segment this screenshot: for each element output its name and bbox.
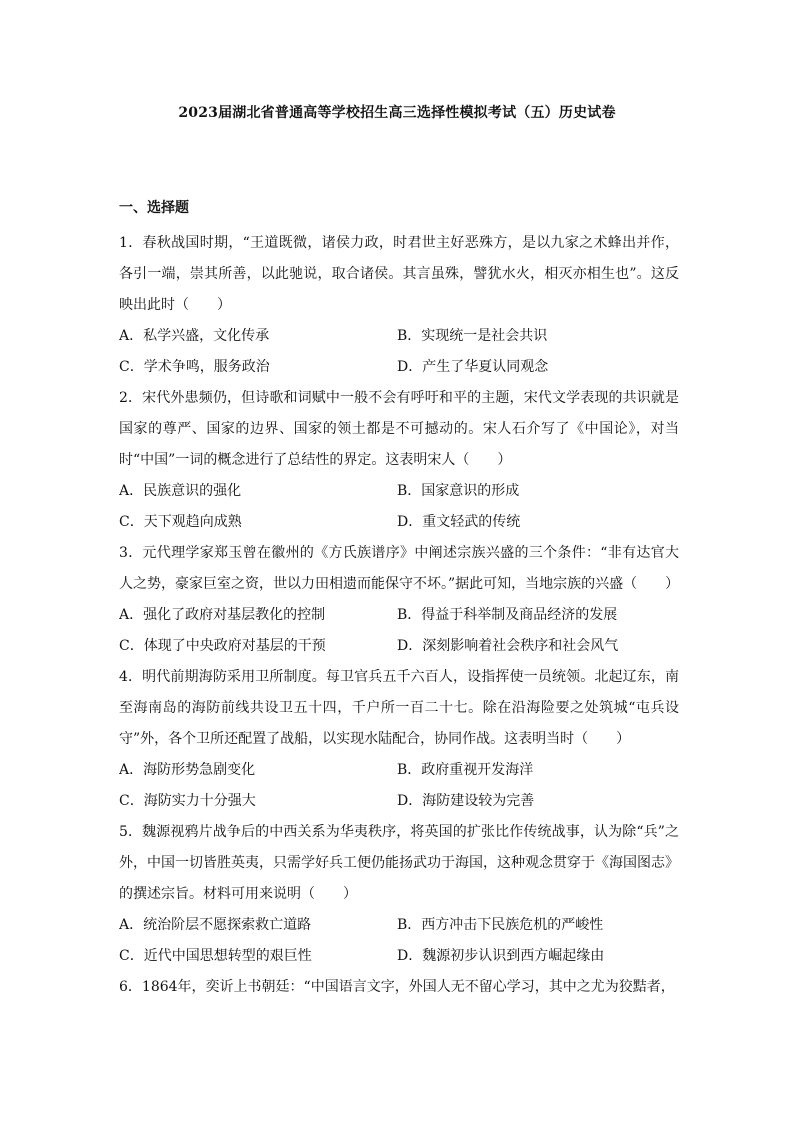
option-a: A．私学兴盛，文化传承: [119, 328, 270, 344]
option-a: A．强化了政府对基层教化的控制: [119, 607, 326, 623]
option-b: B．实现统一是社会共识: [397, 328, 548, 344]
option-c: C．近代中国思想转型的艰巨性: [119, 948, 312, 964]
question-stem: 1．春秋战国时期，“王道既微，诸侯力政，时君世主好恶殊方，是以九家之术蜂出并作，各引一端，崇其所善，以此驰说，取合诸侯。其言虽殊，譬犹水火，相灭亦相生也”。这反映出此时（ ）: [119, 235, 679, 313]
question-3: [119, 538, 679, 662]
option-d: D．海防建设较为完善: [397, 793, 535, 809]
option-d: D．深刻影响着社会秩序和社会风气: [397, 638, 619, 654]
option-a: A．统治阶层不愿探索救亡道路: [119, 917, 312, 933]
option-list: [119, 755, 679, 817]
option-d: D．产生了华夏认同观念: [397, 359, 549, 375]
option-d: D．重文轻武的传统: [397, 514, 521, 530]
page-title: 2023届湖北省普通高等学校招生高三选择性模拟考试（五）历史试卷: [178, 105, 616, 121]
option-a: A．海防形势急剧变化: [119, 762, 256, 778]
question-stem: 2．宋代外患频仍，但诗歌和词赋中一般不会有呼吁和平的主题，宋代文学表现的共识就是国家的尊严、国家的边界、国家的领土都是不可撼动的。宋人石介写了《中国论》，对当时“中国”一词的概念进行了总结性的界定。这表明宋人（ ）: [119, 390, 679, 468]
option-list: [119, 910, 679, 972]
section-heading: 一、选择题: [119, 200, 189, 216]
option-a: A．民族意识的强化: [119, 483, 242, 499]
question-stem: 6．1864年，奕䜣上书朝廷：“中国语言文字，外国人无不留心学习，其中之尤为狡黠者，: [119, 979, 675, 995]
option-c: C．体现了中央政府对基层的干预: [119, 638, 326, 654]
question-stem: 3．元代理学家郑玉曾在徽州的《方氏族谱序》中阐述宗族兴盛的三个条件：“非有达官大人之势，豪家巨室之资，世以力田相遗而能保守不坏。”据此可知，当地宗族的兴盛（ ）: [119, 545, 680, 592]
question-1: [119, 228, 679, 383]
option-b: B．政府重视开发海洋: [397, 762, 534, 778]
option-b: B．西方冲击下民族危机的严峻性: [397, 917, 604, 933]
option-d: D．魏源初步认识到西方崛起缘由: [397, 948, 605, 964]
option-c: C．学术争鸣，服务政治: [119, 359, 270, 375]
exam-content: [119, 193, 679, 1003]
question-6: [119, 972, 679, 1003]
option-c: C．天下观趋向成熟: [119, 514, 242, 530]
question-stem: 4．明代前期海防采用卫所制度。每卫官兵五千六百人，设指挥使一员统领。北起辽东，南至海南岛的海防前线共设卫五十四，千户所一百二十七。除在沿海险要之处筑城“屯兵设守”外，各个卫所还配置了战船，以实现水陆配合，协同作战。这表明当时（ ）: [119, 669, 679, 747]
option-list: [119, 321, 679, 383]
question-2: [119, 383, 679, 538]
option-b: B．得益于科举制及商品经济的发展: [397, 607, 618, 623]
option-list: [119, 476, 679, 538]
option-list: [119, 600, 679, 662]
option-b: B．国家意识的形成: [397, 483, 520, 499]
question-4: [119, 662, 679, 817]
option-c: C．海防实力十分强大: [119, 793, 256, 809]
question-stem: 5．魏源视鸦片战争后的中西关系为华夷秩序，将英国的扩张比作传统战事，认为除“兵”之外，中国一切皆胜英夷，只需学好兵工便仍能扬武功于海国，这种观念贯穿于《海国图志》的撰述宗旨。材料可用来说明（ ）: [119, 824, 679, 902]
question-5: [119, 817, 679, 972]
